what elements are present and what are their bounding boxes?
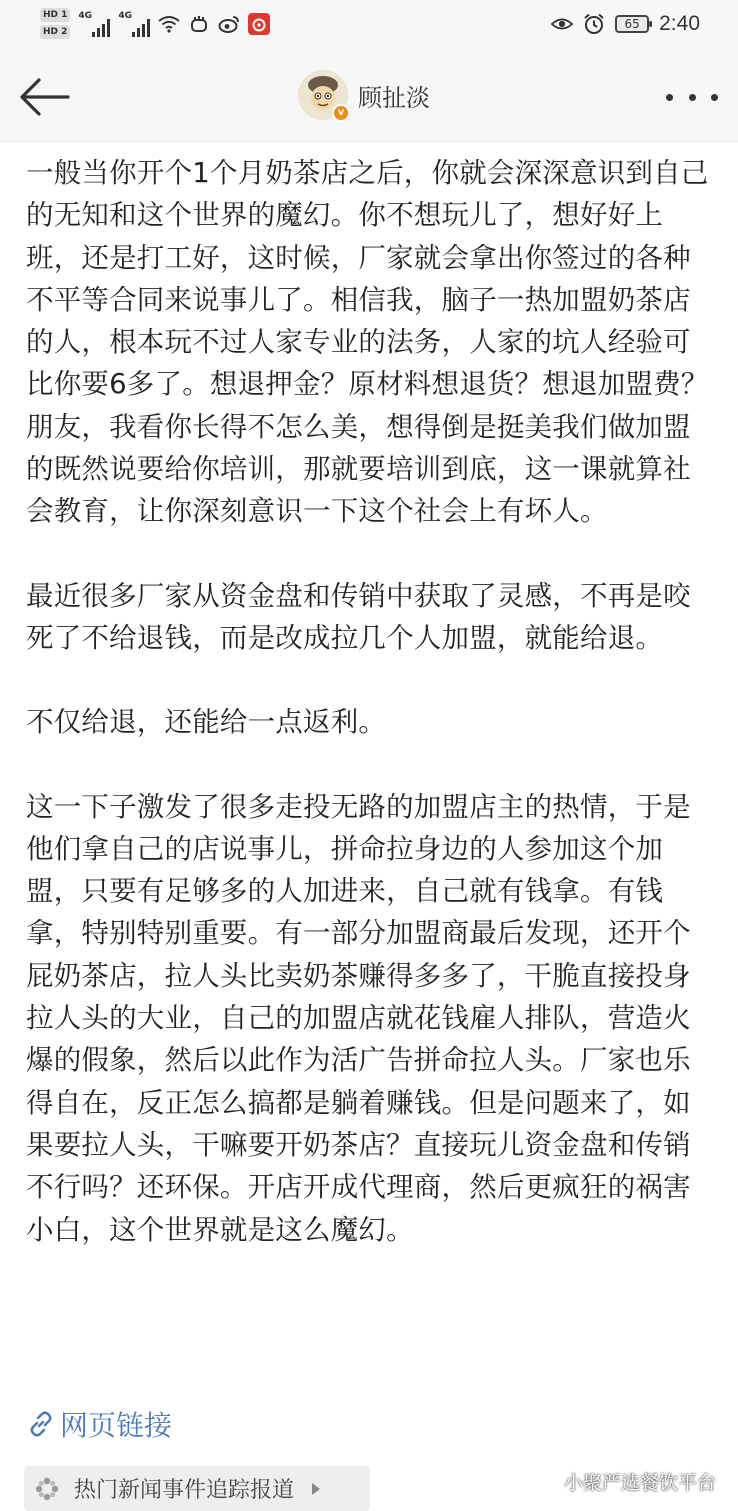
more-dot-icon <box>689 94 696 101</box>
post-paragraph: 一般当你开个1个月奶茶店之后，你就会深深意识到自己的无知和这个世界的魔幻。你不想玩儿了，想好好上班，还是打工好，这时候，厂家就会拿出你签过的各种不平等合同来说事儿了。相信我，脑子一热加盟奶茶店的人，根本玩不过人家专业的法务，人家的坑人经验可比你要6多了。想退押金？原材料想退货？想退加盟费？朋友，我看你长得不怎么美，想得倒是挺美我们做加盟的既然说要给你培训，那就要培训到底，这一课就算社会教育，让你深刻意识一下这个社会上有坏人。 <box>26 157 709 528</box>
post-paragraph: 最近很多厂家从资金盘和传销中获取了灵感，不再是咬死了不给退钱，而是改成拉几个人加盟，就能给退。 <box>26 579 691 654</box>
back-button[interactable] <box>14 72 74 122</box>
web-link-label[interactable]: 网页链接 <box>60 1409 173 1442</box>
author-profile[interactable] <box>298 70 430 120</box>
battery-icon: 65 <box>615 15 649 33</box>
watermark <box>530 1468 716 1495</box>
status-time: 2:40 <box>659 12 700 35</box>
more-options-button[interactable] <box>666 82 718 112</box>
wechat-logo-icon <box>530 1470 558 1494</box>
web-link[interactable] <box>28 1404 172 1444</box>
post-paragraph: 这一下子激发了很多走投无路的加盟店主的热情，于是他们拿自己的店说事儿，拼命拉身边的人参加这个加盟，只要有足够多的人加进来，自己就有钱拿。有钱拿，特别特别重要。有一部分加盟商最后发现，还开个屁奶茶店，拉人头比卖奶茶赚得多多了，干脆直接投身拉人头的大业，自己的加盟店就花钱雇人排队，营造火爆的假象，然后以此作为活广告拼命拉人头。厂家也乐得自在，反正怎么搞都是躺着赚钱。但是问题来了，如果要拉人头，干嘛要开奶茶店？直接玩儿资金盘和传销不行吗？还环保。开店开成代理商，然后更疯狂的祸害小白，这个世界就是这么魔幻。 <box>26 790 691 1246</box>
avatar[interactable] <box>298 70 348 120</box>
netease-music-icon <box>248 14 270 34</box>
hd2-icon: HD 2 <box>40 25 70 39</box>
hd1-icon: HD 1 <box>40 8 70 22</box>
link-icon <box>28 1411 54 1437</box>
weibo-icon <box>218 14 240 34</box>
author-username[interactable]: 顾扯淡 <box>358 83 430 112</box>
eye-comfort-icon <box>551 14 573 34</box>
back-arrow-icon <box>14 72 74 122</box>
post-body <box>26 152 716 1251</box>
more-dot-icon <box>711 94 718 101</box>
hd-indicators <box>40 8 70 39</box>
watermark-text: 小聚严选餐饮平台 <box>563 1472 716 1494</box>
verified-badge: v <box>332 104 350 122</box>
hand-stop-icon <box>188 14 210 34</box>
alarm-icon <box>583 14 605 34</box>
status-left-group <box>40 8 270 39</box>
signal-2-icon: 4G <box>118 11 150 37</box>
topic-label: 热门新闻事件追踪报道 <box>74 1478 295 1503</box>
nav-bar <box>0 52 738 142</box>
topic-flower-icon <box>34 1476 60 1502</box>
chevron-right-icon <box>312 1483 320 1495</box>
wifi-icon <box>158 14 180 34</box>
topic-chip[interactable] <box>24 1466 370 1511</box>
post-paragraph: 不仅给退，还能给一点返利。 <box>26 706 387 739</box>
signal-1-icon: 4G <box>78 11 110 37</box>
more-dot-icon <box>666 94 673 101</box>
status-right-group <box>551 12 700 36</box>
status-bar <box>0 0 738 52</box>
